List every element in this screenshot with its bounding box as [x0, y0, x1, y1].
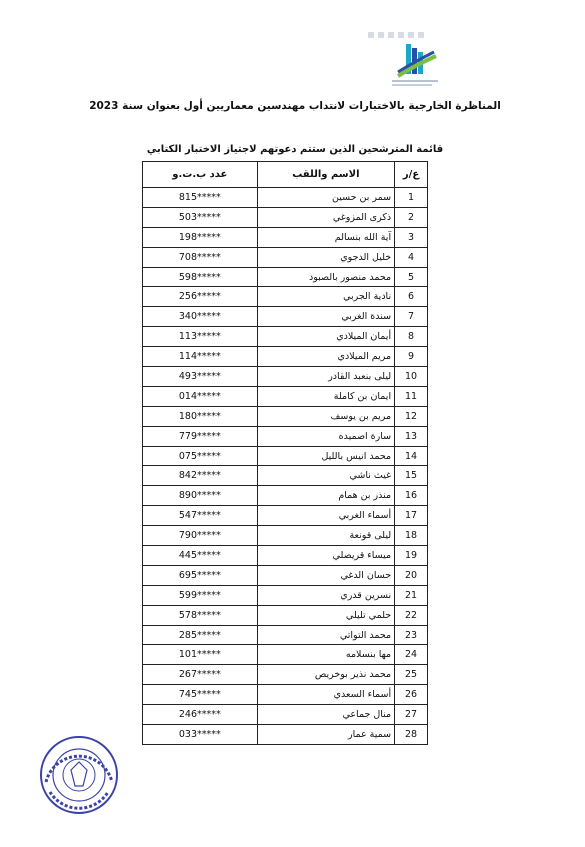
- candidate-id: 790*****: [143, 526, 258, 546]
- header-name: الاسم واللقب: [257, 162, 394, 188]
- row-number: 1: [395, 188, 428, 208]
- row-number: 23: [395, 625, 428, 645]
- table-row: [143, 406, 428, 426]
- candidate-name: خليل الدجوي: [257, 247, 394, 267]
- candidate-name: ليلى بنعبد القادر: [257, 367, 394, 387]
- table-row: [143, 267, 428, 287]
- row-number: 4: [395, 247, 428, 267]
- candidate-name: مريم الميلادي: [257, 347, 394, 367]
- candidate-name: سمية عمار: [257, 725, 394, 745]
- candidate-id: 890*****: [143, 486, 258, 506]
- row-number: 5: [395, 267, 428, 287]
- candidate-name: مريم بن يوسف: [257, 406, 394, 426]
- candidate-id: 033*****: [143, 725, 258, 745]
- header-number: ع/ر: [395, 162, 428, 188]
- candidate-id: 340*****: [143, 307, 258, 327]
- candidate-name: سندة الغربي: [257, 307, 394, 327]
- candidate-id: 815*****: [143, 188, 258, 208]
- candidate-id: 503*****: [143, 207, 258, 227]
- table-header-row: [143, 162, 428, 188]
- row-number: 14: [395, 446, 428, 466]
- table-row: [143, 605, 428, 625]
- table-row: [143, 705, 428, 725]
- candidate-name: نسرين قدري: [257, 585, 394, 605]
- candidate-name: ميساء قريصلي: [257, 546, 394, 566]
- candidate-id: 075*****: [143, 446, 258, 466]
- candidate-name: محمد انيس بالليل: [257, 446, 394, 466]
- table-row: [143, 526, 428, 546]
- table-row: [143, 466, 428, 486]
- row-number: 22: [395, 605, 428, 625]
- table-row: [143, 207, 428, 227]
- table-row: [143, 446, 428, 466]
- candidate-name: حسان الدغي: [257, 565, 394, 585]
- row-number: 13: [395, 426, 428, 446]
- table-row: [143, 486, 428, 506]
- candidate-id: 547*****: [143, 506, 258, 526]
- candidate-name: نادية الجربي: [257, 287, 394, 307]
- candidate-name: ايمان بن كاملة: [257, 386, 394, 406]
- row-number: 8: [395, 327, 428, 347]
- table-row: [143, 546, 428, 566]
- page-title: المناظرة الخارجية بالاختبارات لانتداب مهندسين معماريين أول بعنوان سنة 2023: [89, 100, 501, 112]
- candidate-id: 246*****: [143, 705, 258, 725]
- candidate-name: ذكرى المزوغي: [257, 207, 394, 227]
- candidate-id: 267*****: [143, 665, 258, 685]
- candidate-name: منال جماعي: [257, 705, 394, 725]
- row-number: 3: [395, 227, 428, 247]
- table-row: [143, 506, 428, 526]
- candidate-name: محمد نذير بوخريص: [257, 665, 394, 685]
- candidate-id: 493*****: [143, 367, 258, 387]
- candidate-id: 445*****: [143, 546, 258, 566]
- row-number: 9: [395, 347, 428, 367]
- row-number: 7: [395, 307, 428, 327]
- candidate-name: حلمي تليلي: [257, 605, 394, 625]
- candidate-id: 113*****: [143, 327, 258, 347]
- table-row: [143, 247, 428, 267]
- row-number: 17: [395, 506, 428, 526]
- row-number: 21: [395, 585, 428, 605]
- candidate-id: 598*****: [143, 267, 258, 287]
- table-row: [143, 327, 428, 347]
- candidate-id: 101*****: [143, 645, 258, 665]
- row-number: 15: [395, 466, 428, 486]
- row-number: 28: [395, 725, 428, 745]
- row-number: 19: [395, 546, 428, 566]
- candidate-id: 578*****: [143, 605, 258, 625]
- candidate-name: آية الله بنسالم: [257, 227, 394, 247]
- official-stamp-icon: [38, 734, 120, 816]
- table-row: [143, 367, 428, 387]
- candidate-name: أيمان الميلادي: [257, 327, 394, 347]
- candidate-id: 745*****: [143, 685, 258, 705]
- table-row: [143, 565, 428, 585]
- candidate-id: 708*****: [143, 247, 258, 267]
- candidate-id: 198*****: [143, 227, 258, 247]
- candidate-id: 695*****: [143, 565, 258, 585]
- candidate-id: 180*****: [143, 406, 258, 426]
- table-row: [143, 188, 428, 208]
- ministry-logo-icon: [362, 22, 452, 92]
- table-row: [143, 426, 428, 446]
- table-row: [143, 645, 428, 665]
- table-row: [143, 227, 428, 247]
- candidate-name: مها بنسلامه: [257, 645, 394, 665]
- candidate-id: 256*****: [143, 287, 258, 307]
- candidate-id: 599*****: [143, 585, 258, 605]
- candidate-name: محمد منصور بالصبود: [257, 267, 394, 287]
- table-row: [143, 585, 428, 605]
- row-number: 18: [395, 526, 428, 546]
- table-row: [143, 665, 428, 685]
- table-row: [143, 386, 428, 406]
- row-number: 27: [395, 705, 428, 725]
- table-row: [143, 725, 428, 745]
- header-id: عدد ب.ت.و: [143, 162, 258, 188]
- candidate-name: منذر بن همام: [257, 486, 394, 506]
- row-number: 16: [395, 486, 428, 506]
- page-subtitle: قائمة المترشحين الذين ستتم دعوتهم لاجتياز الاختبار الكتابي: [146, 144, 444, 155]
- candidate-id: 014*****: [143, 386, 258, 406]
- row-number: 2: [395, 207, 428, 227]
- candidate-id: 285*****: [143, 625, 258, 645]
- table-row: [143, 287, 428, 307]
- candidate-id: 779*****: [143, 426, 258, 446]
- row-number: 20: [395, 565, 428, 585]
- table-row: [143, 625, 428, 645]
- candidate-id: 842*****: [143, 466, 258, 486]
- candidate-id: 114*****: [143, 347, 258, 367]
- row-number: 25: [395, 665, 428, 685]
- candidate-name: سارة اصميده: [257, 426, 394, 446]
- candidate-name: أسماء السعدي: [257, 685, 394, 705]
- candidate-name: أسماء الغربي: [257, 506, 394, 526]
- table-row: [143, 685, 428, 705]
- row-number: 10: [395, 367, 428, 387]
- candidate-name: محمد التواتي: [257, 625, 394, 645]
- row-number: 26: [395, 685, 428, 705]
- row-number: 11: [395, 386, 428, 406]
- row-number: 24: [395, 645, 428, 665]
- candidate-name: سمر بن حسين: [257, 188, 394, 208]
- candidates-table: [142, 161, 428, 745]
- table-row: [143, 347, 428, 367]
- candidate-name: غيث ناشي: [257, 466, 394, 486]
- row-number: 6: [395, 287, 428, 307]
- row-number: 12: [395, 406, 428, 426]
- candidate-name: ليلى قونعة: [257, 526, 394, 546]
- table-row: [143, 307, 428, 327]
